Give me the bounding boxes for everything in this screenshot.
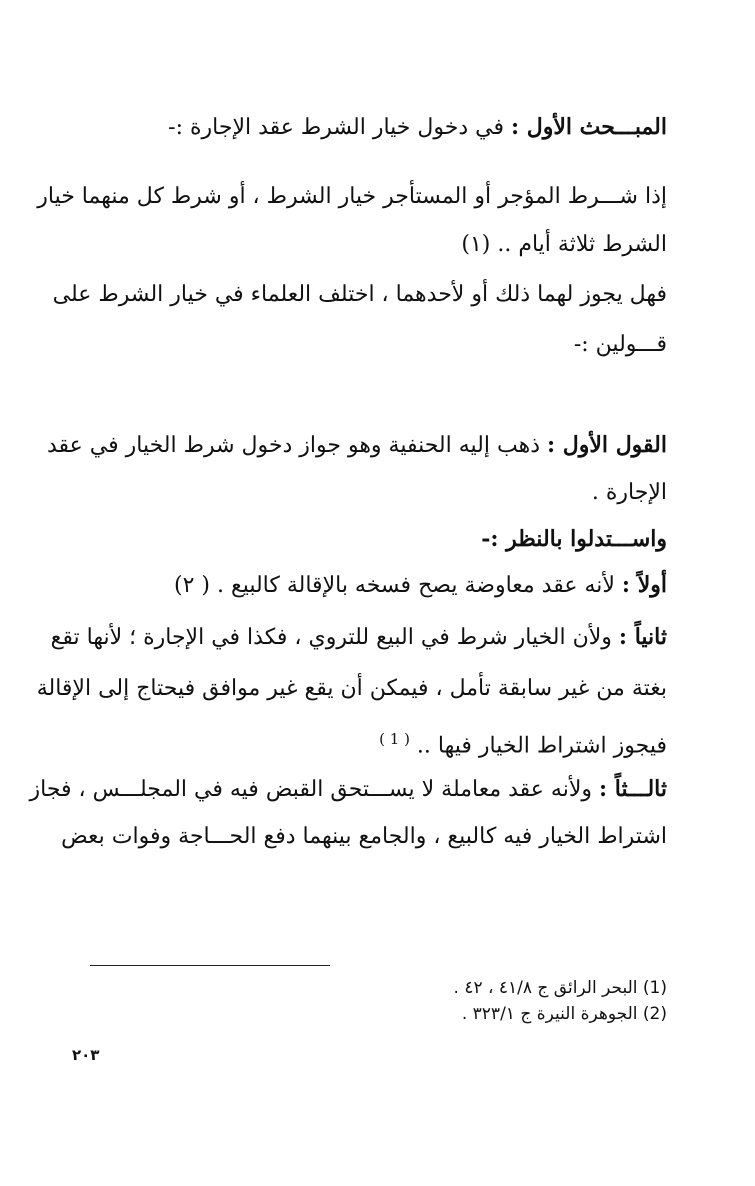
second-reason-line-2: بغتة من غير سابقة تأمل ، فيمكن أن يقع غير موافق فيحتاج إلى الإقالة xyxy=(36,676,667,701)
first-opinion-line-2: الإجارة . xyxy=(591,480,667,505)
third-reason-text: ولأنه عقد معاملة لا يســـتحق القبض فيه في المجلـــس ، فجاز xyxy=(29,777,599,802)
footnote-2: (2) الجوهرة النيرة ج ٣٢٣/١ . xyxy=(461,1004,667,1024)
third-reason-line-2: اشتراط الخيار فيه كالبيع ، والجامع بينهما دفع الحـــاجة وفوات بعض xyxy=(61,824,667,849)
third-reason-label: ثالـــثاً : xyxy=(599,776,667,802)
intro-line-1: إذا شـــرط المؤجر أو المستأجر خيار الشرط ، أو شرط كل منهما خيار xyxy=(37,184,667,209)
evidence-heading: واســـتدلوا بالنظر :- xyxy=(481,526,667,552)
second-reason-label: ثانياً : xyxy=(618,624,667,650)
second-reason-line-3-text: فيجوز اشتراط الخيار فيها .. xyxy=(409,733,667,759)
section-heading-text: في دخول خيار الشرط عقد الإجارة :- xyxy=(168,115,511,140)
third-reason-line-1 xyxy=(29,772,667,807)
footnote-ref-1: ( 1 ) xyxy=(379,730,410,748)
first-reason-label: أولاً : xyxy=(621,572,667,598)
first-opinion-line-1 xyxy=(46,428,667,463)
intro-line-3: فهل يجوز لهما ذلك أو لأحدهما ، اختلف العلماء في خيار الشرط على xyxy=(52,282,667,307)
footnote-divider xyxy=(90,965,330,966)
footnote-1: (1) البحر الرائق ج ٤١/٨ ، ٤٢ . xyxy=(453,978,667,998)
second-reason-text: ولأن الخيار شرط في البيع للتروي ، فكذا في الإجارة ؛ لأنها تقع xyxy=(50,625,619,650)
first-reason xyxy=(87,568,667,603)
intro-line-2: الشرط ثلاثة أيام .. (١) xyxy=(461,232,667,257)
section-heading-label: المبـــحث الأول : xyxy=(510,114,667,140)
section-heading xyxy=(87,110,667,145)
first-reason-text: لأنه عقد معاوضة يصح فسخه بالإقالة كالبيع . ( ٢) xyxy=(174,573,622,598)
page-number: ٢٠٣ xyxy=(72,1046,100,1064)
intro-line-4: قـــولين :- xyxy=(573,332,667,357)
second-reason-line-1 xyxy=(50,620,667,655)
second-reason-line-3 xyxy=(87,722,667,763)
first-opinion-label: القول الأول : xyxy=(546,432,667,458)
first-opinion-text: ذهب إليه الحنفية وهو جواز دخول شرط الخيار في عقد xyxy=(46,433,547,458)
